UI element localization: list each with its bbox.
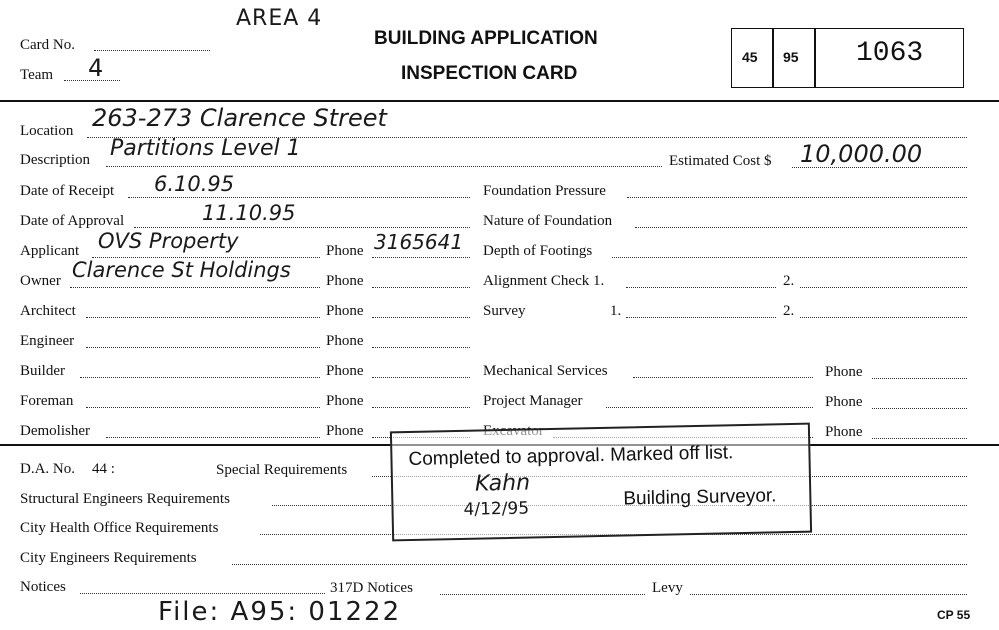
architect-phone-line — [372, 317, 470, 318]
applicant-value: OVS Property — [98, 229, 239, 253]
notices-line — [80, 593, 325, 594]
card-no-line — [94, 50, 210, 51]
stamp-role: Building Surveyor. — [623, 485, 777, 510]
receipt-label: Date of Receipt — [20, 183, 115, 199]
box-divider-2 — [814, 29, 816, 87]
foreman-line — [86, 407, 320, 408]
builder-line — [80, 377, 320, 378]
structural-requirements-label: Structural Engineers Requirements — [20, 491, 230, 507]
file-reference: File: A95: 01222 — [158, 597, 402, 627]
title-line-2: INSPECTION CARD — [401, 63, 578, 84]
city-engineers-label: City Engineers Requirements — [20, 550, 197, 566]
description-line — [106, 166, 662, 167]
architect-line — [86, 317, 320, 318]
stamp-text: Completed to approval. Marked off list. — [408, 442, 734, 471]
project-manager-line — [606, 407, 813, 408]
foreman-label: Foreman — [20, 393, 74, 409]
approval-line — [134, 227, 470, 228]
depth-of-footings-line — [612, 257, 967, 258]
project-manager-phone-line — [872, 408, 967, 409]
receipt-value: 6.10.95 — [154, 172, 235, 196]
nature-of-foundation-label: Nature of Foundation — [483, 213, 613, 229]
alignment-check-line-1 — [626, 287, 776, 288]
survey-label: Survey — [483, 303, 526, 319]
applicant-phone-line — [372, 257, 470, 258]
estimated-cost-value: 10,000.00 — [800, 140, 923, 168]
health-requirements-label: City Health Office Requirements — [20, 520, 219, 536]
team-value: 4 — [88, 54, 104, 82]
survey-num-1: 1. — [610, 303, 622, 319]
notices-label: Notices — [20, 579, 66, 595]
owner-line — [70, 287, 320, 288]
mechanical-phone-line — [872, 378, 967, 379]
survey-num-2: 2. — [783, 303, 795, 319]
project-manager-phone-label: Phone — [825, 394, 863, 410]
excavator-phone-label: Phone — [825, 424, 863, 440]
estimated-cost-label: Estimated Cost $ — [669, 153, 772, 169]
description-label: Description — [20, 152, 90, 168]
approval-value: 11.10.95 — [202, 201, 296, 225]
notices-317d-line — [440, 594, 645, 595]
survey-line-1 — [626, 317, 776, 318]
builder-label: Builder — [20, 363, 65, 379]
mechanical-services-label: Mechanical Services — [483, 363, 608, 379]
applicant-phone-value: 3165641 — [374, 230, 464, 254]
engineer-phone-label: Phone — [326, 333, 364, 349]
box-divider-1 — [772, 29, 774, 87]
code-a: 45 — [742, 49, 758, 65]
demolisher-line — [106, 437, 320, 438]
builder-phone-line — [372, 377, 470, 378]
excavator-phone-line — [872, 438, 967, 439]
description-value: Partitions Level 1 — [110, 136, 301, 161]
form-code: CP 55 — [937, 608, 971, 622]
owner-phone-line — [372, 287, 470, 288]
mechanical-services-line — [633, 377, 813, 378]
card-no-label: Card No. — [20, 37, 75, 53]
location-value: 263-273 Clarence Street — [92, 104, 387, 132]
owner-label: Owner — [20, 273, 61, 289]
special-requirements-label: Special Requirements — [216, 462, 348, 478]
project-manager-label: Project Manager — [483, 393, 583, 409]
applicant-label: Applicant — [20, 243, 80, 259]
foundation-pressure-line — [627, 197, 967, 198]
survey-line-2 — [800, 317, 967, 318]
owner-phone-label: Phone — [326, 273, 364, 289]
stamp-date: 4/12/95 — [463, 498, 530, 520]
depth-of-footings-label: Depth of Footings — [483, 243, 593, 259]
mechanical-phone-label: Phone — [825, 364, 863, 380]
location-label: Location — [20, 123, 74, 139]
engineer-label: Engineer — [20, 333, 75, 349]
approval-label: Date of Approval — [20, 213, 125, 229]
foundation-pressure-label: Foundation Pressure — [483, 183, 606, 199]
applicant-phone-label: Phone — [326, 243, 364, 259]
notices-317d-label: 317D Notices — [330, 580, 413, 596]
card-number: 1063 — [856, 38, 924, 69]
header-rule — [0, 100, 999, 102]
architect-phone-label: Phone — [326, 303, 364, 319]
levy-line — [690, 594, 967, 595]
engineer-phone-line — [372, 347, 470, 348]
team-label: Team — [20, 67, 54, 83]
levy-label: Levy — [652, 580, 683, 596]
builder-phone-label: Phone — [326, 363, 364, 379]
owner-value: Clarence St Holdings — [72, 258, 291, 282]
approval-stamp — [390, 423, 812, 542]
foreman-phone-line — [372, 407, 470, 408]
alignment-check-line-2 — [800, 287, 967, 288]
foreman-phone-label: Phone — [326, 393, 364, 409]
engineer-line — [86, 347, 320, 348]
city-engineers-line — [232, 564, 967, 565]
receipt-line — [128, 197, 470, 198]
alignment-check-num-2: 2. — [783, 273, 795, 289]
stamp-signature: Kahn — [474, 470, 531, 497]
da-no-value: 44 : — [92, 461, 115, 477]
title-line-1: BUILDING APPLICATION — [374, 28, 598, 49]
demolisher-label: Demolisher — [20, 423, 90, 439]
demolisher-phone-label: Phone — [326, 423, 364, 439]
card-number-box — [731, 28, 964, 88]
code-b: 95 — [783, 49, 799, 65]
architect-label: Architect — [20, 303, 76, 319]
nature-of-foundation-line — [635, 227, 967, 228]
area-note: AREA 4 — [236, 6, 323, 31]
da-no-label: D.A. No. — [20, 461, 75, 477]
alignment-check-label: Alignment Check 1. — [483, 273, 605, 289]
